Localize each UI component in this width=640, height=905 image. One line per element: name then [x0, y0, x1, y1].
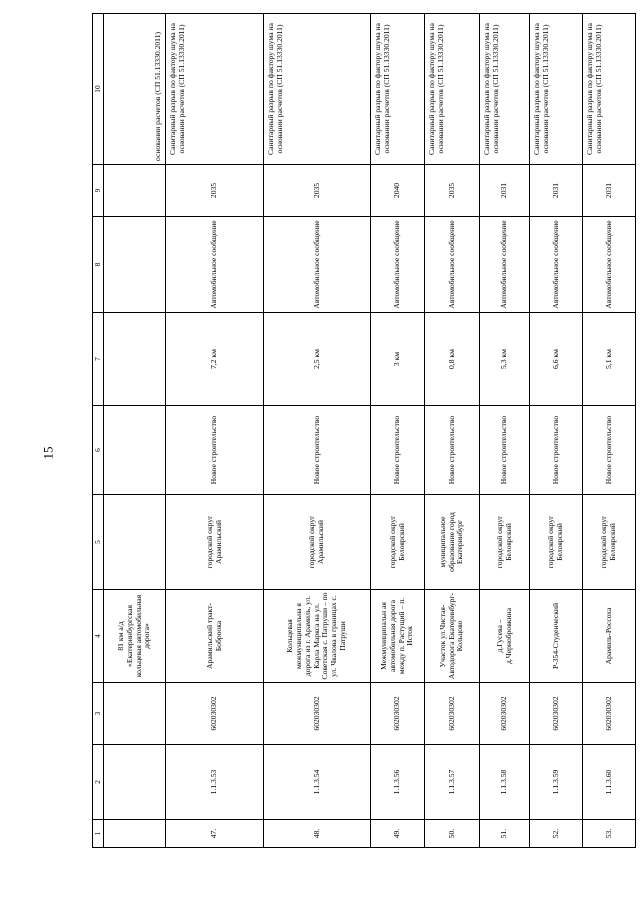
cell-work: Новое строительство	[166, 406, 264, 495]
cell-work: Новое строительство	[480, 406, 530, 495]
header-cell: 6	[93, 406, 104, 495]
cell-id: 1.1.3.53	[166, 745, 264, 820]
cell-work: Новое строительство	[530, 406, 583, 495]
cell-num: 53.	[583, 820, 636, 848]
cell-num: 50.	[425, 820, 480, 848]
cell-rationale: Санитарный разрыв по фактору шума на основании расчетов (СП 51.13330.2011)	[583, 14, 636, 165]
continuation-row	[104, 14, 166, 848]
header-cell: 10	[93, 14, 104, 165]
cell-code: 602030302	[530, 683, 583, 745]
cell-location: городской округ Арамильский	[264, 495, 371, 590]
cell-rationale: Санитарный разрыв по фактору шума на основании расчетов (СП 51.13330.2011)	[166, 14, 264, 165]
cell-name: д.Гусева – д.Чернобровкина	[480, 590, 530, 683]
cell-rationale: основании расчетов (СП 51.13330.2011)	[104, 14, 166, 165]
cell-id: 1.1.3.60	[583, 745, 636, 820]
cell-num: 49.	[371, 820, 425, 848]
cell-name: Арамильский тракт-Боброока	[166, 590, 264, 683]
cell-id: 1.1.3.54	[264, 745, 371, 820]
cell-location: городской округ Белоярский	[583, 495, 636, 590]
cell-num: 48.	[264, 820, 371, 848]
header-cell: 8	[93, 217, 104, 313]
cell-id: 1.1.3.56	[371, 745, 425, 820]
cell-purpose	[104, 217, 166, 313]
cell-purpose: Автомобильное сообщение	[425, 217, 480, 313]
cell-location: городской округ Белоярский	[371, 495, 425, 590]
table-row	[264, 14, 371, 848]
cell-location	[104, 495, 166, 590]
header-cell: 7	[93, 313, 104, 406]
page-number	[40, 441, 56, 465]
cell-code: 602030302	[264, 683, 371, 745]
cell-rationale: Санитарный разрыв по фактору шума на основании расчетов (СП 51.13330.2011)	[371, 14, 425, 165]
cell-year: 2031	[530, 165, 583, 217]
cell-purpose: Автомобильное сообщение	[480, 217, 530, 313]
header-cell: 5	[93, 495, 104, 590]
cell-name: Р-354-Студенческий	[530, 590, 583, 683]
cell-num: 47.	[166, 820, 264, 848]
cell-purpose: Автомобильное сообщение	[371, 217, 425, 313]
cell-location: муниципальное образование город Екатеринбург	[425, 495, 480, 590]
cell-year: 2031	[480, 165, 530, 217]
cell-purpose: Автомобильное сообщение	[166, 217, 264, 313]
cell-num	[104, 820, 166, 848]
cell-length	[104, 313, 166, 406]
header-cell: 4	[93, 590, 104, 683]
cell-code: 602030302	[583, 683, 636, 745]
cell-num: 51.	[480, 820, 530, 848]
table-row	[583, 14, 636, 848]
cell-purpose: Автомобильное сообщение	[583, 217, 636, 313]
cell-work: Новое строительство	[583, 406, 636, 495]
cell-rationale: Санитарный разрыв по фактору шума на основании расчетов (СП 51.13330.2011)	[530, 14, 583, 165]
table-row	[530, 14, 583, 848]
table-row	[480, 14, 530, 848]
cell-length: 2,5 км	[264, 313, 371, 406]
table-row	[425, 14, 480, 848]
cell-rationale: Санитарный разрыв по фактору шума на основании расчетов (СП 51.13330.2011)	[425, 14, 480, 165]
cell-length: 5,3 км	[480, 313, 530, 406]
cell-length: 0,8 км	[425, 313, 480, 406]
header-cell: 1	[93, 820, 104, 848]
cell-year: 2035	[425, 165, 480, 217]
cell-length: 5,1 км	[583, 313, 636, 406]
page-number-text: 15	[40, 446, 55, 460]
cell-name: 81 км а/д «Екатеринбургская кольцевая автомобильная дорога»	[104, 590, 166, 683]
cell-location: городской округ Белоярский	[530, 495, 583, 590]
cell-name: Арамиль-Россоха	[583, 590, 636, 683]
cell-num: 52.	[530, 820, 583, 848]
table-row	[166, 14, 264, 848]
cell-purpose: Автомобильное сообщение	[264, 217, 371, 313]
road-table	[92, 13, 636, 848]
cell-code	[104, 683, 166, 745]
cell-year: 2035	[166, 165, 264, 217]
cell-location: городской округ Белоярский	[480, 495, 530, 590]
cell-length: 6,6 км	[530, 313, 583, 406]
rotated-table-frame	[92, 14, 617, 848]
cell-name: Межмуниципальн ая автомобильная дорога между п. Растущий – п. Исток	[371, 590, 425, 683]
header-row	[93, 14, 104, 848]
cell-id	[104, 745, 166, 820]
cell-work: Новое строительство	[371, 406, 425, 495]
table-wrapper	[92, 14, 617, 848]
cell-name: Участок ул.Чистая-Автодорога Екатеринбург-Кольцово	[425, 590, 480, 683]
cell-id: 1.1.3.58	[480, 745, 530, 820]
cell-name: Кольцевая межмуниципальна я дорога из г. Арамиль, ул. Карла Маркса на ул. Советская с. Патруши – по ул. Чкалова в границах с. Патруши	[264, 590, 371, 683]
cell-code: 602030302	[371, 683, 425, 745]
cell-length: 3 км	[371, 313, 425, 406]
cell-work: Новое строительство	[425, 406, 480, 495]
cell-year: 2035	[264, 165, 371, 217]
cell-location: городской округ Арамильский	[166, 495, 264, 590]
cell-id: 1.1.3.59	[530, 745, 583, 820]
cell-purpose: Автомобильное сообщение	[530, 217, 583, 313]
cell-code: 602030302	[480, 683, 530, 745]
cell-year	[104, 165, 166, 217]
cell-length: 7,2 км	[166, 313, 264, 406]
header-cell: 3	[93, 683, 104, 745]
cell-code: 602030302	[425, 683, 480, 745]
header-cell: 2	[93, 745, 104, 820]
cell-code: 602030302	[166, 683, 264, 745]
cell-work	[104, 406, 166, 495]
cell-rationale: Санитарный разрыв по фактору шума на основании расчетов (СП 51.13330.2011)	[264, 14, 371, 165]
table-row	[371, 14, 425, 848]
cell-year: 2040	[371, 165, 425, 217]
cell-work: Новое строительство	[264, 406, 371, 495]
cell-rationale: Санитарный разрыв по фактору шума на основании расчетов (СП 51.13330.2011)	[480, 14, 530, 165]
header-cell: 9	[93, 165, 104, 217]
cell-id: 1.1.3.57	[425, 745, 480, 820]
cell-year: 2031	[583, 165, 636, 217]
